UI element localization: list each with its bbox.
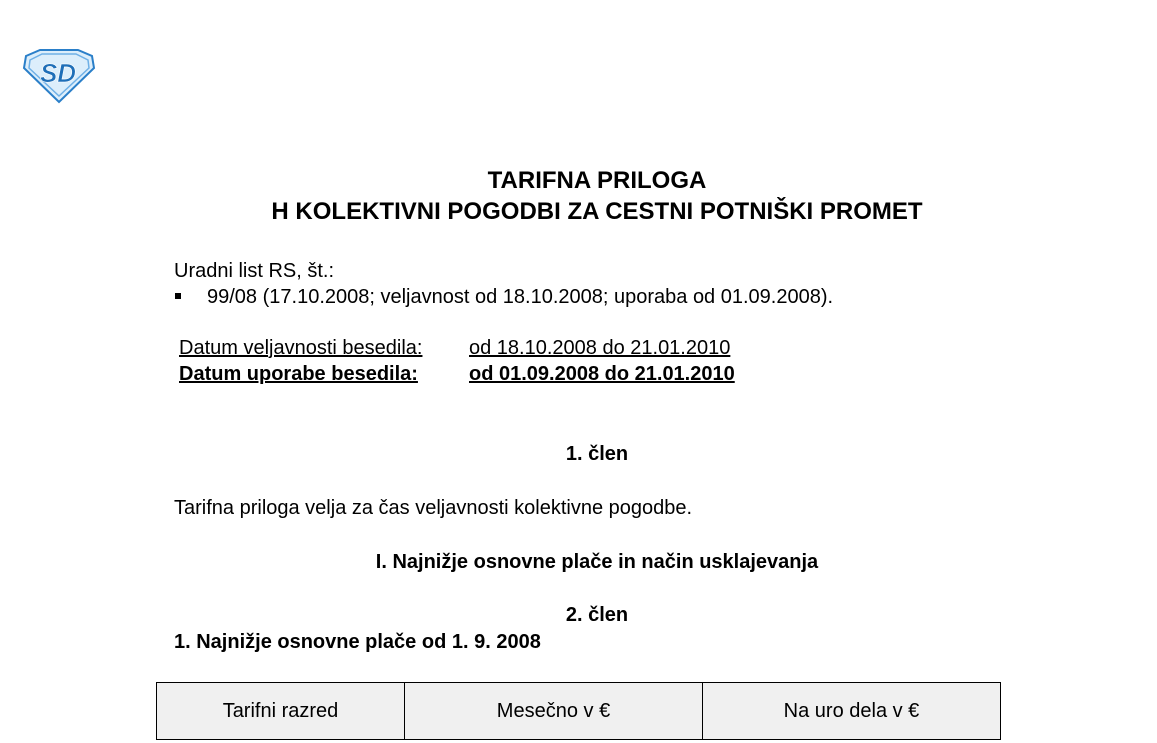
sd-shield-logo-icon: [22, 48, 96, 104]
use-date-value: od 01.09.2008 do 21.01.2010: [469, 363, 735, 385]
validity-date-value: od 18.10.2008 do 21.01.2010: [469, 337, 731, 359]
document-title-line1: TARIFNA PRILOGA: [487, 167, 707, 194]
use-date-label: Datum uporabe besedila:: [179, 363, 418, 385]
section-1-heading: I. Najnižje osnovne plače in način usklajevanja: [375, 551, 819, 573]
column-header-monthly: Mesečno v €: [405, 683, 703, 740]
logo-text: SD: [39, 58, 77, 88]
column-header-tariff-class: Tarifni razred: [157, 683, 405, 740]
table-header-row: [157, 683, 1001, 740]
column-header-hourly: Na uro dela v €: [703, 683, 1001, 740]
validity-date-label: Datum veljavnosti besedila:: [179, 337, 423, 359]
article-2-heading: 2. člen: [565, 604, 629, 626]
article-1-text: Tarifna priloga velja za čas veljavnosti kolektivne pogodbe.: [174, 497, 693, 519]
article-1-heading: 1. člen: [565, 443, 629, 465]
document-title-line2: H KOLEKTIVNI POGODBI ZA CESTNI POTNIŠKI PROMET: [271, 198, 923, 225]
bullet-icon: [175, 293, 181, 299]
tariff-table: [156, 682, 1001, 740]
article-2-subheading: 1. Najnižje osnovne plače od 1. 9. 2008: [174, 631, 541, 653]
gazette-label: Uradni list RS, št.:: [174, 260, 335, 282]
gazette-item: 99/08 (17.10.2008; veljavnost od 18.10.2008; uporaba od 01.09.2008).: [207, 286, 834, 308]
